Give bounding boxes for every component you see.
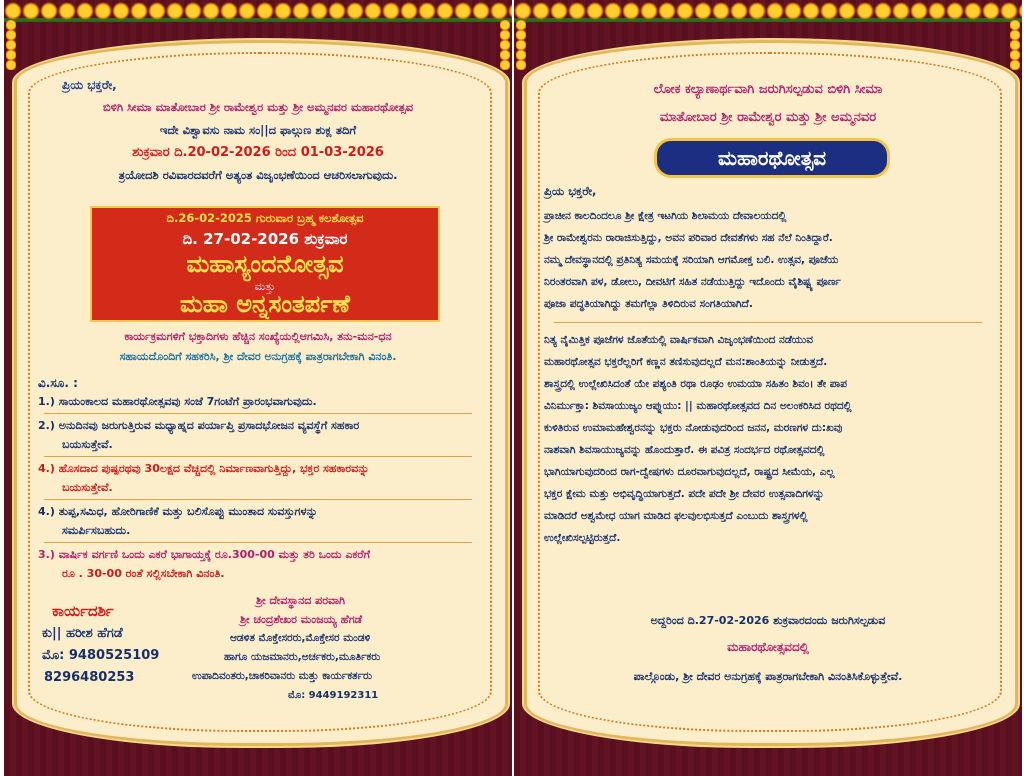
paragraph-line: ಭಾಗಿಯಾಗುವುದರಿಂದ ರಾಗ-ದ್ವೇಷಗಳು ದೂರವಾಗುವುದಲ್ಲದೆ, ರಾಷ್ಟ್ರದ ಸೀಮೆಯ, ಎಲ್ಲ bbox=[544, 466, 835, 478]
secretary-phone: ಮೊ: 9480525109 bbox=[42, 648, 160, 663]
committee-line: ಉಪಾದಿವಂತರು,ಚಾಕರಿವಾನರು ಮತ್ತು ಕಾರ್ಯಕರ್ತರು bbox=[192, 670, 372, 682]
closing-line-2: ಮಹಾರಥೋತ್ಸವದಲ್ಲಿ bbox=[727, 640, 809, 654]
invitation-right-panel bbox=[514, 0, 1022, 776]
festival-line: ಬಿಳಿಗಿ ಸೀಮಾ ಮಾತೋಬಾರ ಶ್ರೀ ರಾಮೇಶ್ವರ ಮತ್ತು ಶ್ರೀ ಅಮ್ಮನವರ ಮಹಾರಥೋತ್ಸವ bbox=[102, 100, 414, 114]
note-divider bbox=[44, 413, 472, 414]
festival-title: ಮಹಾರಥೋತ್ಸವ bbox=[654, 138, 890, 178]
note-divider bbox=[44, 542, 472, 543]
notes-label: ವಿ.ಸೂ. : bbox=[38, 376, 78, 390]
event-title-2: ಮಹಾ ಅನ್ನಸಂತರ್ಪಣೆ bbox=[179, 290, 351, 318]
appeal-line-2: ಸಹಾಯದೊಂದಿಗೆ ಸಹಕರಿಸಿ, ಶ್ರೀ ದೇವರ ಅನುಗ್ರಹಕ್ಕೆ ಪಾತ್ರರಾಗಬೇಕಾಗಿ ವಿನಂತಿ. bbox=[119, 350, 397, 363]
paragraph-line: ಭಕ್ತರ ಕ್ಷೇಮ ಮತ್ತು ಅಭಿವೃದ್ಧಿಯಾಗುತ್ತದೆ. ಪದೇ ಪದೇ ಶ್ರೀ ದೇವರ ಉತ್ಸವಾದಿಗಳನ್ನು bbox=[544, 488, 825, 500]
salutation: ಪ್ರಿಯ ಭಕ್ತರೇ, bbox=[62, 78, 117, 92]
garland-side-string bbox=[1010, 20, 1020, 70]
paragraph-line: ಕುಳಿತಿರುವ ಉಮಾಮಹೇಶ್ವರನನ್ನು ಭಕ್ತರು ನೋಡುವುದರಿಂದ ಜನನ, ಮರಣಗಳ ದು:ಖವು bbox=[544, 422, 843, 434]
paragraph-line: ಉಲ್ಲೇಖಿಸಲ್ಪಟ್ಟಿರುತ್ತದೆ. bbox=[544, 532, 621, 544]
paragraph-line: ಶ್ರೀ ರಾಮೇಶ್ವರನು ರಾರಾಜಿಸುತ್ತಿದ್ದು, ಅವನ ಪರಿವಾರ ದೇವತೆಗಳು ಸಹ ನೆಲೆ ನಿಂತಿದ್ದಾರೆ. bbox=[544, 232, 833, 244]
paragraph-line: ಮಹಾರಥೋತ್ಸವ ಭಕ್ತರೆಲ್ಲರಿಗೆ ಕಣ್ಣನ ತಣಿಸುವುದಲ್ಲದೆ ಮನ:ಶಾಂತಿಯನ್ನು ನೀಡುತ್ತದೆ. bbox=[544, 356, 828, 368]
year-line: ಇದೇ ವಿಶ್ವಾವಸು ನಾಮ ಸಂ||ದ ಫಾಲ್ಗುಣ ಶುಕ್ಲ ತದಿಗೆ bbox=[159, 123, 357, 137]
note-item-continued: ಬಯಸುತ್ತೇವೆ. bbox=[62, 481, 113, 494]
marigold-garland bbox=[4, 0, 512, 26]
date-range: ಶುಕ್ರವಾರ ದಿ.20-02-2026 ರಿಂದ 01-03-2026 bbox=[132, 145, 384, 160]
paragraph-line: ನಮ್ಮ ದೇವಸ್ಥಾನದಲ್ಲಿ ಪ್ರತಿನಿತ್ಯ ಸಮಯಕ್ಕೆ ಸರಿಯಾಗಿ ಆಗಮೋಕ್ತ ಬಲಿ. ಉತ್ಸವ, ಪೂಜೆಯ bbox=[544, 254, 839, 266]
paragraph-line: ಪ್ರಾಚೀನ ಕಾಲದಿಂದಲೂ ಶ್ರೀ ಕ್ಷೇತ್ರ ಇಟಗಿಯ ಶಿಲಾಮಯ ದೇವಾಲಯದಲ್ಲಿ bbox=[544, 210, 787, 222]
note-item-continued: ಬಯಸುತ್ತೇವೆ. bbox=[62, 438, 113, 451]
paragraph-line: ನಾಶವಾಗಿ ಶಿವಸಾಯುಜ್ಯವನ್ನು ಹೊಂದುತ್ತಾರೆ. ಈ ಪವಿತ್ರ ಸಂದರ್ಭದ ರಥೋತ್ಸವದಲ್ಲಿ bbox=[544, 444, 825, 456]
secretary-title: ಕಾರ್ಯದರ್ಶಿ bbox=[52, 602, 114, 620]
marigold-garland bbox=[514, 0, 1022, 26]
note-item: 4.) ತುಪ್ಪ,ಸಮಿಧ, ಹೋರಿಗಾಣಿಕೆ ಮತ್ತು ಬಲಿಸೊಪ್ಪು ಮುಂತಾದ ಸುವಸ್ತುಗಳನ್ನು bbox=[38, 505, 318, 518]
trustee-name: ಶ್ರೀ ಚಂದ್ರಶೇಖರ ಮಂಜಯ್ಯ ಹೆಗಡೆ bbox=[240, 613, 363, 626]
garland-side-string bbox=[516, 20, 526, 70]
event-title-1: ಮಹಾಸ್ಯಂದನೋತ್ಸವ bbox=[186, 250, 344, 278]
closing-line-1: ಅದ್ದರಿಂದ ದಿ.27-02-2026 ಶುಕ್ರವಾರದಂದು ಜರುಗಿಸಲ್ಪಡುವ bbox=[650, 614, 886, 627]
closing-line-3: ಪಾಲ್ಗೊಂಡು, ಶ್ರೀ ದೇವರ ಅನುಗ್ರಹಕ್ಕೆ ಪಾತ್ರರಾಗಬೇಕಾಗಿ ವಿನಂತಿಸಿಕೊಳ್ಳುತ್ತೇವೆ. bbox=[633, 670, 903, 683]
paragraph-line: ಪೂಜಾ ಪದ್ಧತಿಯಾಗಿದ್ದು ತಮಗೆಲ್ಲಾ ತಿಳಿದಿರುವ ಸಂಗತಿಯಾಗಿದೆ. bbox=[544, 298, 753, 310]
garland-side-string bbox=[6, 20, 16, 70]
committee-line: ಆಡಳಿತ ಮೊಕ್ತೇಸರರು,ಮೊಕ್ತೇಸರ ಮಂಡಳಿ bbox=[230, 632, 371, 644]
paragraph-line: ನಿರಂತರವಾಗಿ ಪಳ, ಡೋಲು, ದೀವಟಿಗೆ ಸಹಿತ ನಡೆಯುತ್ತಿದ್ದು ಇದೊಂದು ವೈಶಿಷ್ಟ್ಯ ಪೂರ್ಣ bbox=[544, 276, 841, 288]
appeal-line-1: ಕಾರ್ಯಕ್ರಮಗಳಿಗೆ ಭಕ್ತಾದಿಗಳು ಹೆಚ್ಚಿನ ಸಂಖ್ಯೆಯಲ್ಲಿಆಗಮಿಸಿ, ತನು-ಮನ-ಧನ bbox=[124, 330, 392, 343]
event-date: ದಿ. 27-02-2026 ಶುಕ್ರವಾರ bbox=[182, 230, 348, 248]
note-divider bbox=[44, 456, 472, 457]
kalashotsava-line: ದಿ.26-02-2025 ಗುರುವಾರ ಬ್ರಹ್ಮ ಕಲಶೋತ್ಸವ bbox=[166, 211, 364, 225]
committee-line: ಹಾಗೂ ಯಜಮಾನರು,ಅರ್ಚಕರು,ಮೂರ್ತಿಕರು bbox=[224, 651, 381, 663]
note-divider bbox=[44, 499, 472, 500]
paragraph-line: ನಿತ್ಯ ನೈಮಿತ್ತಿಕ ಪೂಜೆಗಳ ಜೊತೆಯಲ್ಲಿ ವಾರ್ಷಿಕವಾಗಿ ವಿಜೃಂಭಣೆಯಿಂದ ನಡೆಯುವ bbox=[544, 334, 813, 346]
trustee-phone: ಮೊ: 9449192311 bbox=[288, 690, 379, 701]
note-item: 3.) ವಾರ್ಷಿಕ ವರ್ಗಣಿ ಒಂದು ಎಕರೆ ಭಾಗಾಯ್ತಕ್ಕೆ ರೂ.300-00 ಮತ್ತು ತರಿ ಒಂದು ಎಕರೆಗೆ bbox=[38, 548, 370, 561]
behalf-line: ಶ್ರೀ ದೇವಸ್ಥಾನದ ಪರವಾಗಿ bbox=[256, 594, 346, 607]
note-item: 4.) ಹೊಸದಾದ ಪುಷ್ಪರಥವು 30ಲಕ್ಷದ ವೆಚ್ಚದಲ್ಲಿ ನಿರ್ಮಾಣವಾಗುತ್ತಿದ್ದು, ಭಕ್ತರ ಸಹಕಾರವನ್ನು bbox=[38, 462, 370, 475]
paragraph-line: ವಿನಿರ್ಮುಕ್ತಾ: ಶಿವಸಾಯುಜ್ಯಂ ಆಪ್ನುಯು: || ಮಹಾರಥೋತ್ಸವದ ದಿನ ಅಲಂಕರಿಸಿದ ರಥದಲ್ಲಿ bbox=[544, 400, 852, 412]
paragraph-line: ಮಾಡಿದರೆ ಅಶ್ವಮೇಧ ಯಾಗ ಮಾಡಿದ ಫಲವುಲಭಿಸುತ್ತದೆ ಎಂಬುದು ಶಾಸ್ತ್ರಗಳಲ್ಲಿ bbox=[544, 510, 808, 522]
secretary-phone-alt: 8296480253 bbox=[44, 670, 135, 685]
celebration-line: ತ್ರಯೋದಶಿ ರವಿವಾರದವರೆಗೆ ಅತ್ಯಂತ ವಿಜೃಂಭಣೆಯಿಂದ ಆಚರಿಸಲಾಗುವುದು. bbox=[118, 168, 398, 182]
paragraph-line: ಶಾಸ್ತ್ರದಲ್ಲಿ ಉಲ್ಲೇಖಿಸಿದಂತೆ ಯೇ ಪಶ್ಯಂತಿ ರಥಾ ರೂಢಂ ಉಮಯಾ ಸಹಿತಂ ಶಿವಂ। ತೇ ಪಾಪ bbox=[544, 378, 847, 390]
note-item: 2.) ಅನುದಿನವು ಜರುಗುತ್ತಿರುವ ಮಧ್ಯಾಹ್ನದ ಪರ್ಯಾಪ್ತಿ ಪ್ರಸಾದಭೋಜನ ವ್ಯವಸ್ಥೆಗೆ ಸಹಕಾರ bbox=[38, 419, 360, 432]
salutation: ಪ್ರಿಯ ಭಕ್ತರೇ, bbox=[544, 184, 597, 198]
garland-side-string bbox=[500, 20, 510, 70]
secretary-name: ಕು|| ಹರೀಶ ಹೆಗಡೆ bbox=[42, 626, 123, 641]
event-highlight-box bbox=[90, 206, 440, 322]
note-item-continued: ರೂ . 30-00 ರಂತೆ ಸಲ್ಲಿಸಬೇಕಾಗಿ ವಿನಂತಿ. bbox=[62, 567, 225, 580]
paragraph-divider bbox=[554, 322, 982, 323]
note-item: 1.) ಸಾಯಂಕಾಲದ ಮಹಾರಥೋತ್ಸವವು ಸಂಜೆ 7ಗಂಟೆಗೆ ಪ್ರಾರಂಭವಾಗುವುದು. bbox=[38, 395, 317, 408]
invitation-left-panel bbox=[4, 0, 512, 776]
note-item-continued: ಸಮರ್ಪಿಸಬಹುದು. bbox=[62, 524, 131, 537]
heading-line-2: ಮಾತೋಬಾರ ಶ್ರೀ ರಾಮೇಶ್ವರ ಮತ್ತು ಶ್ರೀ ಅಮ್ಮನವರ bbox=[659, 110, 877, 125]
event-and: ಮತ್ತು bbox=[254, 280, 276, 293]
heading-line-1: ಲೋಕ ಕಲ್ಯಾಣಾರ್ಥವಾಗಿ ಜರುಗಿಸಲ್ಪಡುವ ಬಿಳಿಗಿ ಸೀಮಾ bbox=[653, 82, 883, 97]
